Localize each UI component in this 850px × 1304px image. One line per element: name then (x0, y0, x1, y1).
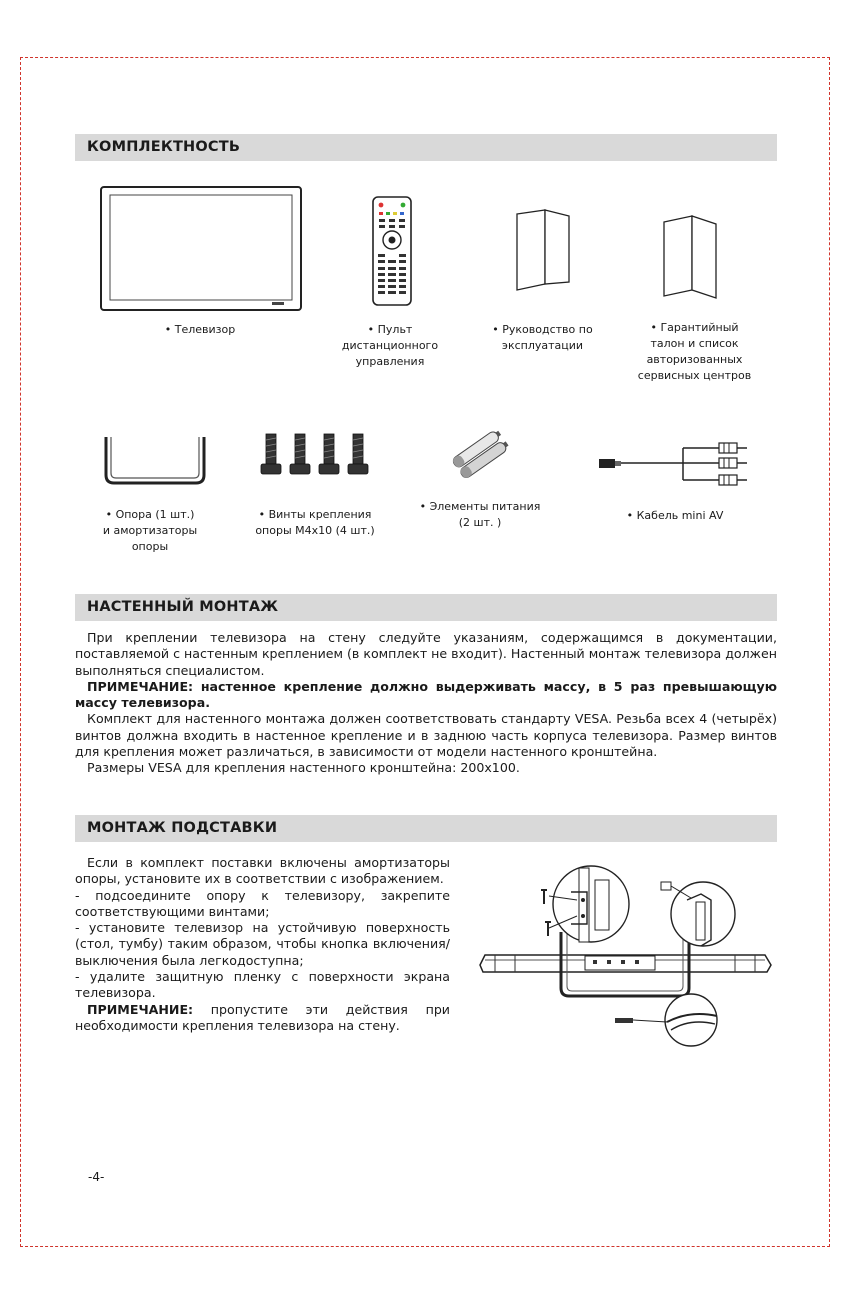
stand-note-label: ПРИМЕЧАНИЕ: (87, 1001, 194, 1017)
caption-warranty: • Гарантийный талон и список авторизованных сервисных центров (637, 321, 752, 382)
caption-screws: • Винты крепления опоры М4х10 (4 шт.) (255, 508, 375, 537)
stand-paragraph-4: - удалите защитную пленку с поверхности экрана телевизора. (75, 969, 450, 1001)
caption-tv: • Телевизор (164, 323, 236, 336)
batteries-illustration (446, 430, 516, 480)
stand-mount-text (75, 855, 450, 1034)
caption-cable: • Кабель mini AV (626, 509, 724, 522)
stand-note-text: пропустите эти действия при необходимости крепления телевизора на стену. (75, 1001, 450, 1033)
stand-illustration (102, 435, 210, 487)
screws-illustration (260, 432, 376, 478)
wall-mount-text (75, 630, 777, 777)
wall-paragraph-2: Комплект для настенного монтажа должен соответствовать стандарту VESA. Резьба всех 4 (четырёх) винтов должна входить в настенное крепление и в заднюю часть корпуса телевизора. Размер винтов для крепления может различаться, в зависимости от модели настенного кронштейна. (75, 711, 777, 760)
stand-paragraph-3: - установите телевизор на устойчивую поверхность (стол, тумбу) таким образом, чтобы кнопка включения/выключения была легкодоступна; (75, 920, 450, 968)
warranty-illustration (662, 214, 720, 300)
tv-illustration (100, 186, 306, 316)
section-title-wall: НАСТЕННЫЙ МОНТАЖ (87, 599, 279, 615)
remote-illustration (372, 196, 414, 308)
caption-remote: • Пульт дистанционного управления (341, 323, 439, 368)
section-title-stand: МОНТАЖ ПОДСТАВКИ (87, 820, 278, 836)
cable-illustration (597, 440, 755, 488)
stand-assembly-diagram (475, 860, 775, 1050)
stand-paragraph-2: - подсоедините опору к телевизору, закрепите соответствующими винтами; (75, 887, 450, 919)
section-title-kit: КОМПЛЕКТНОСТЬ (87, 139, 241, 155)
section-header-kit (75, 134, 777, 161)
caption-stand: • Опора (1 шт.) и амортизаторы опоры (102, 508, 198, 553)
wall-paragraph-3: Размеры VESA для крепления настенного кронштейна: 200х100. (87, 760, 520, 776)
section-header-wall (75, 594, 777, 621)
wall-note: ПРИМЕЧАНИЕ: настенное крепление должно выдерживать массу, в 5 раз превышающую массу телевизора. (75, 678, 777, 711)
caption-manual: • Руководство по эксплуатации (492, 323, 593, 352)
manual-illustration (515, 208, 573, 292)
caption-batteries: • Элементы питания (2 шт. ) (419, 500, 541, 529)
wall-paragraph-1: При креплении телевизора на стену следуйте указаниям, содержащимся в документации, поставляемой с настенным креплением (в комплект не входит). Настенный монтаж телевизора должен выполняться специалистом. (75, 630, 777, 678)
stand-paragraph-1: Если в комплект поставки включены амортизаторы опоры, установите их в соответствии с изображением. (75, 855, 450, 887)
section-header-stand (75, 815, 777, 842)
page-number: -4- (88, 1170, 105, 1184)
